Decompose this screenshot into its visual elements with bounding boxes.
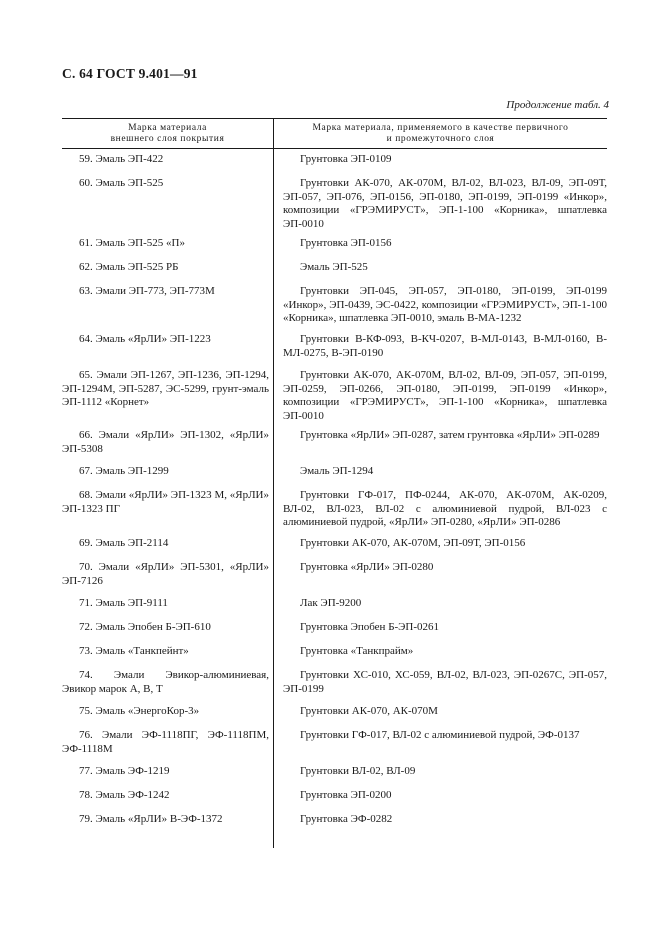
primer-layer-material: Эмаль ЭП-1294 xyxy=(300,465,374,477)
primer-layer-material: Грунтовки ГФ-017, ПФ-0244, АК-070, АК-070М, АК-0209, ВЛ-02, ВЛ-023, ВЛ-02 с алюминиевой пудрой, ВЛ-023 с алюминиевой пудрой, «ЯрЛИ» ЭП-0280, «ЯрЛИ» ЭП-0286 xyxy=(283,489,607,528)
outer-layer-material: 66. Эмали «ЯрЛИ» ЭП-1302, «ЯрЛИ» ЭП-5308 xyxy=(62,429,269,455)
primer-layer-material: Лак ЭП-9200 xyxy=(300,597,362,609)
outer-layer-material: 76. Эмали ЭФ-1118ПГ, ЭФ-1118ПМ, ЭФ-1118М xyxy=(62,729,269,755)
primer-layer-material: Грунтовка «ЯрЛИ» ЭП-0287, затем грунтовка «ЯрЛИ» ЭП-0289 xyxy=(300,429,600,441)
outer-layer-material: 70. Эмали «ЯрЛИ» ЭП-5301, «ЯрЛИ» ЭП-7126 xyxy=(62,561,269,587)
outer-layer-material: 63. Эмали ЭП-773, ЭП-773М xyxy=(79,285,215,297)
primer-layer-material: Грунтовки АК-070, АК-070М, ЭП-09Т, ЭП-0156 xyxy=(300,537,526,549)
table-continuation-note: Продолжение табл. 4 xyxy=(506,99,609,111)
outer-layer-material: 73. Эмаль «Танкпейнт» xyxy=(79,645,189,657)
outer-layer-material: 78. Эмаль ЭФ-1242 xyxy=(79,789,170,801)
outer-layer-material: 69. Эмаль ЭП-2114 xyxy=(79,537,169,549)
primer-layer-material: Грунтовки В-КФ-093, В-КЧ-0207, В-МЛ-0143, В-МЛ-0160, В-МЛ-0275, В-ЭП-0190 xyxy=(283,333,607,359)
outer-layer-material: 68. Эмали «ЯрЛИ» ЭП-1323 М, «ЯрЛИ» ЭП-1323 ПГ xyxy=(62,489,269,515)
primer-layer-material: Грунтовки АК-070, АК-070М xyxy=(300,705,438,717)
outer-layer-material: 77. Эмаль ЭФ-1219 xyxy=(79,765,170,777)
outer-layer-material: 67. Эмаль ЭП-1299 xyxy=(79,465,169,477)
primer-layer-material: Грунтовка ЭП-0156 xyxy=(300,237,392,249)
outer-layer-material: 61. Эмаль ЭП-525 «П» xyxy=(79,237,185,249)
primer-layer-material: Грунтовка «ЯрЛИ» ЭП-0280 xyxy=(300,561,434,573)
primer-layer-material: Грунтовка Эпобен Б-ЭП-0261 xyxy=(300,621,440,633)
column-header-outer-layer xyxy=(62,123,273,144)
outer-layer-material: 79. Эмаль «ЯрЛИ» В-ЭФ-1372 xyxy=(79,813,223,825)
primer-layer-material: Грунтовки ГФ-017, ВЛ-02 с алюминиевой пудрой, ЭФ-0137 xyxy=(300,729,580,741)
primer-layer-material: Грунтовка ЭФ-0282 xyxy=(300,813,393,825)
primer-layer-material: Грунтовка ЭП-0200 xyxy=(300,789,392,801)
column-header-line: и промежуточного слоя xyxy=(386,133,495,144)
primer-layer-material: Грунтовки ЭП-045, ЭП-057, ЭП-0180, ЭП-0199, ЭП-0199 «Инкор», ЭП-0439, ЭС-0422, композиции «ГРЭМИРУСТ», ЭП-1-100 «Корника», шпатлевка ЭП-0010, эмаль В-МА-1232 xyxy=(283,285,607,324)
outer-layer-material: 60. Эмаль ЭП-525 xyxy=(79,177,164,189)
column-header-primer-layer xyxy=(274,123,607,144)
outer-layer-material: 75. Эмаль «ЭнергоКор-3» xyxy=(79,705,200,717)
column-separator xyxy=(273,118,274,848)
outer-layer-material: 65. Эмали ЭП-1267, ЭП-1236, ЭП-1294, ЭП-1294М, ЭП-5287, ЭС-5299, грунт-эмаль ЭП-1112 «Корнет» xyxy=(62,369,269,408)
outer-layer-material: 59. Эмаль ЭП-422 xyxy=(79,153,164,165)
outer-layer-material: 74. Эмали Эвикор-алюминиевая, Эвикор марок А, В, Т xyxy=(62,669,269,695)
primer-layer-material: Грунтовка ЭП-0109 xyxy=(300,153,392,165)
primer-layer-material: Грунтовки АК-070, АК-070М, ВЛ-02, ВЛ-023, ВЛ-09, ЭП-09Т, ЭП-057, ЭП-076, ЭП-0156, ЭП-0180, ЭП-0199, ЭП-0199 «Инкор», композиции «ГРЭМИРУСТ», ЭП-1-100 «Корника», шпатлевка ЭП-0010 xyxy=(283,177,607,230)
outer-layer-material: 72. Эмаль Эпобен Б-ЭП-610 xyxy=(79,621,211,633)
column-header-line: внешнего слоя покрытия xyxy=(110,133,225,144)
column-header-line: Марка материала xyxy=(128,123,207,133)
column-header-line: Марка материала, применяемого в качестве первичного xyxy=(312,123,569,133)
primer-layer-material: Грунтовки ВЛ-02, ВЛ-09 xyxy=(300,765,416,777)
primer-layer-material: Грунтовки АК-070, АК-070М, ВЛ-02, ВЛ-09, ЭП-057, ЭП-0199, ЭП-0259, ЭП-0266, ЭП-0180, ЭП-0199, ЭП-0199 «Инкор», композиции «ГРЭМИРУСТ», ЭП-1-100 «Корника», шпатлевка ЭП-0010 xyxy=(283,369,607,422)
outer-layer-material: 64. Эмаль «ЯрЛИ» ЭП-1223 xyxy=(79,333,211,345)
primer-layer-material: Грунтовки ХС-010, ХС-059, ВЛ-02, ВЛ-023, ЭП-0267С, ЭП-057, ЭП-0199 xyxy=(283,669,607,695)
primer-layer-material: Грунтовка «Танкпрайм» xyxy=(300,645,414,657)
table-header-rule xyxy=(62,148,607,149)
outer-layer-material: 71. Эмаль ЭП-9111 xyxy=(79,597,168,609)
page-header: С. 64 ГОСТ 9.401—91 xyxy=(62,66,198,81)
primer-layer-material: Эмаль ЭП-525 xyxy=(300,261,368,273)
outer-layer-material: 62. Эмаль ЭП-525 РБ xyxy=(79,261,179,273)
table-top-rule xyxy=(62,118,607,119)
